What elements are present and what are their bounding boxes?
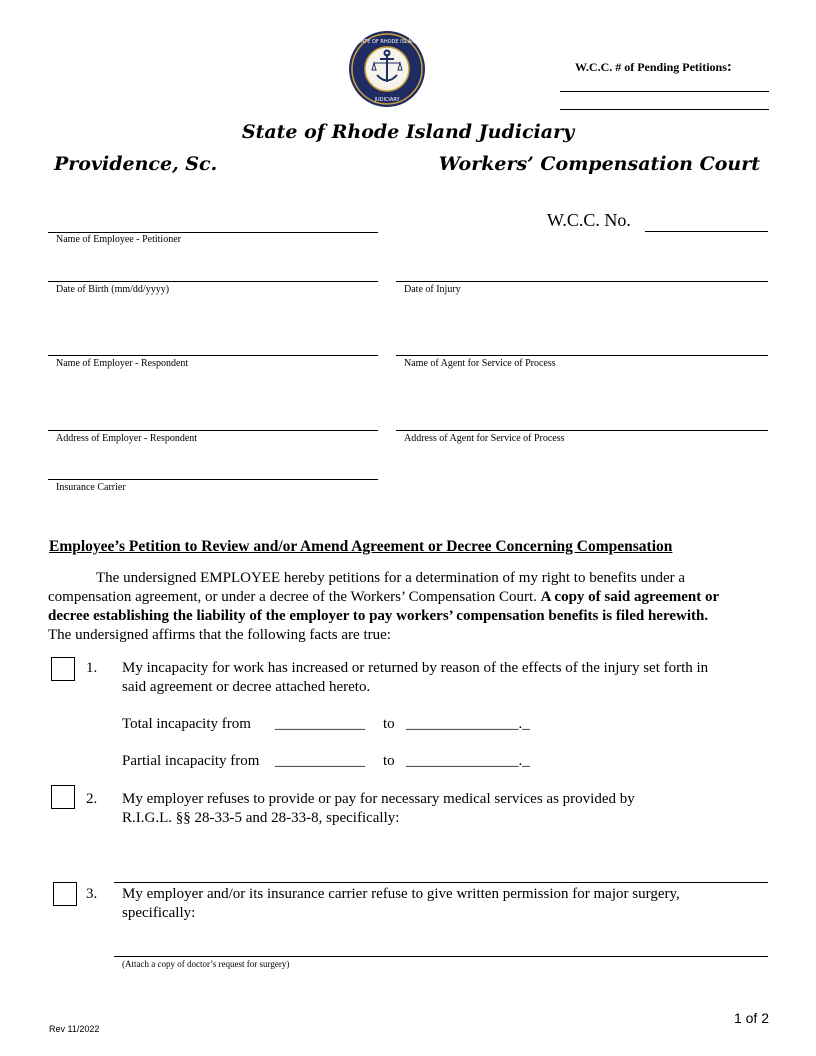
agent-name-line[interactable]: [396, 355, 768, 356]
agent-address-label: Address of Agent for Service of Process: [404, 433, 565, 444]
court-seal: [348, 30, 426, 108]
item-2-checkbox[interactable]: [51, 785, 75, 809]
employer-name-label: Name of Employer - Respondent: [56, 358, 189, 369]
item-3-text: My employer and/or its insurance carrier refuse to give written permission for major surgery, specifically:: [122, 886, 680, 921]
item-3-specifics-line[interactable]: [114, 956, 768, 957]
agent-address-line[interactable]: [396, 430, 768, 431]
wcc-no-label: W.C.C. No.: [547, 210, 631, 230]
partial-incapacity-to-label: to: [383, 753, 395, 769]
item-3-number: 3.: [86, 886, 98, 902]
seal-icon: [348, 30, 426, 108]
pending-petitions-label: W.C.C. # of Pending Petitions:: [575, 59, 732, 75]
total-incapacity-label: Total incapacity from: [122, 716, 251, 732]
insurance-carrier-label: Insurance Carrier: [56, 482, 126, 493]
employer-address-line[interactable]: [48, 430, 378, 431]
pending-petitions-line-1[interactable]: [560, 91, 769, 92]
agent-name-label: Name of Agent for Service of Process: [404, 358, 556, 369]
doctor-request-note: (Attach a copy of doctor’s request for surgery): [122, 959, 290, 969]
employer-address-label: Address of Employer - Respondent: [56, 433, 198, 444]
page-title: State of Rhode Island Judiciary: [241, 121, 575, 143]
total-incapacity-from-field[interactable]: ____________: [275, 716, 365, 732]
date-of-injury-label: Date of Injury: [404, 284, 461, 295]
item-3-checkbox[interactable]: [53, 882, 77, 906]
total-incapacity-row: [122, 715, 251, 734]
court-name: Workers’ Compensation Court: [438, 153, 760, 175]
employee-name-line[interactable]: [48, 232, 378, 233]
employer-name-line[interactable]: [48, 355, 378, 356]
partial-incapacity-row: [122, 752, 259, 771]
item-2-number: 2.: [86, 791, 98, 807]
item-2-specifics-line[interactable]: [114, 882, 768, 883]
wcc-no-line[interactable]: [645, 231, 768, 232]
partial-incapacity-label: Partial incapacity from: [122, 753, 260, 769]
item-1-checkbox[interactable]: [51, 657, 75, 681]
revision-date: Rev 11/2022: [49, 1024, 100, 1034]
item-1-number: 1.: [86, 660, 98, 676]
seal-top-text: STATE OF RHODE ISLAND: [355, 39, 419, 45]
page-number: 1 of 2: [733, 1010, 769, 1026]
partial-incapacity-from-field[interactable]: ____________: [275, 753, 365, 769]
insurance-carrier-line[interactable]: [48, 479, 378, 480]
employee-name-label: Name of Employee - Petitioner: [56, 234, 181, 245]
dob-label: Date of Birth (mm/dd/yyyy): [56, 284, 170, 295]
venue-left: Providence, Sc.: [54, 153, 218, 175]
dob-line[interactable]: [48, 281, 378, 282]
item-2-text: My employer refuses to provide or pay for necessary medical services as provided by R.I.G.L. §§ 28-33-5 and 28-33-8, specifically:: [122, 791, 635, 826]
partial-incapacity-to-field[interactable]: _______________._: [406, 753, 530, 769]
total-incapacity-to-field[interactable]: _______________._: [406, 716, 530, 732]
date-of-injury-line[interactable]: [396, 281, 768, 282]
seal-bottom-text: JUDICIARY: [374, 97, 400, 103]
petition-heading: Employee’s Petition to Review and/or Amend Agreement or Decree Concerning Compensation: [49, 538, 673, 555]
total-incapacity-to-label: to: [383, 716, 395, 732]
pending-petitions-line-2[interactable]: [560, 109, 769, 110]
item-1-text: My incapacity for work has increased or returned by reason of the effects of the injury set forth in said agreement or decree attached hereto.: [122, 660, 709, 695]
petition-intro: The undersigned EMPLOYEE hereby petitions for a determination of my right to benefits under a compensation agreement, or under a decree of the Workers’ Compensation Court. A copy of said agreement or decree establishing the liability of the employer to pay workers’ compensation benefits is filed herewith. The undersigned affirms that the following facts are true:: [48, 570, 720, 643]
